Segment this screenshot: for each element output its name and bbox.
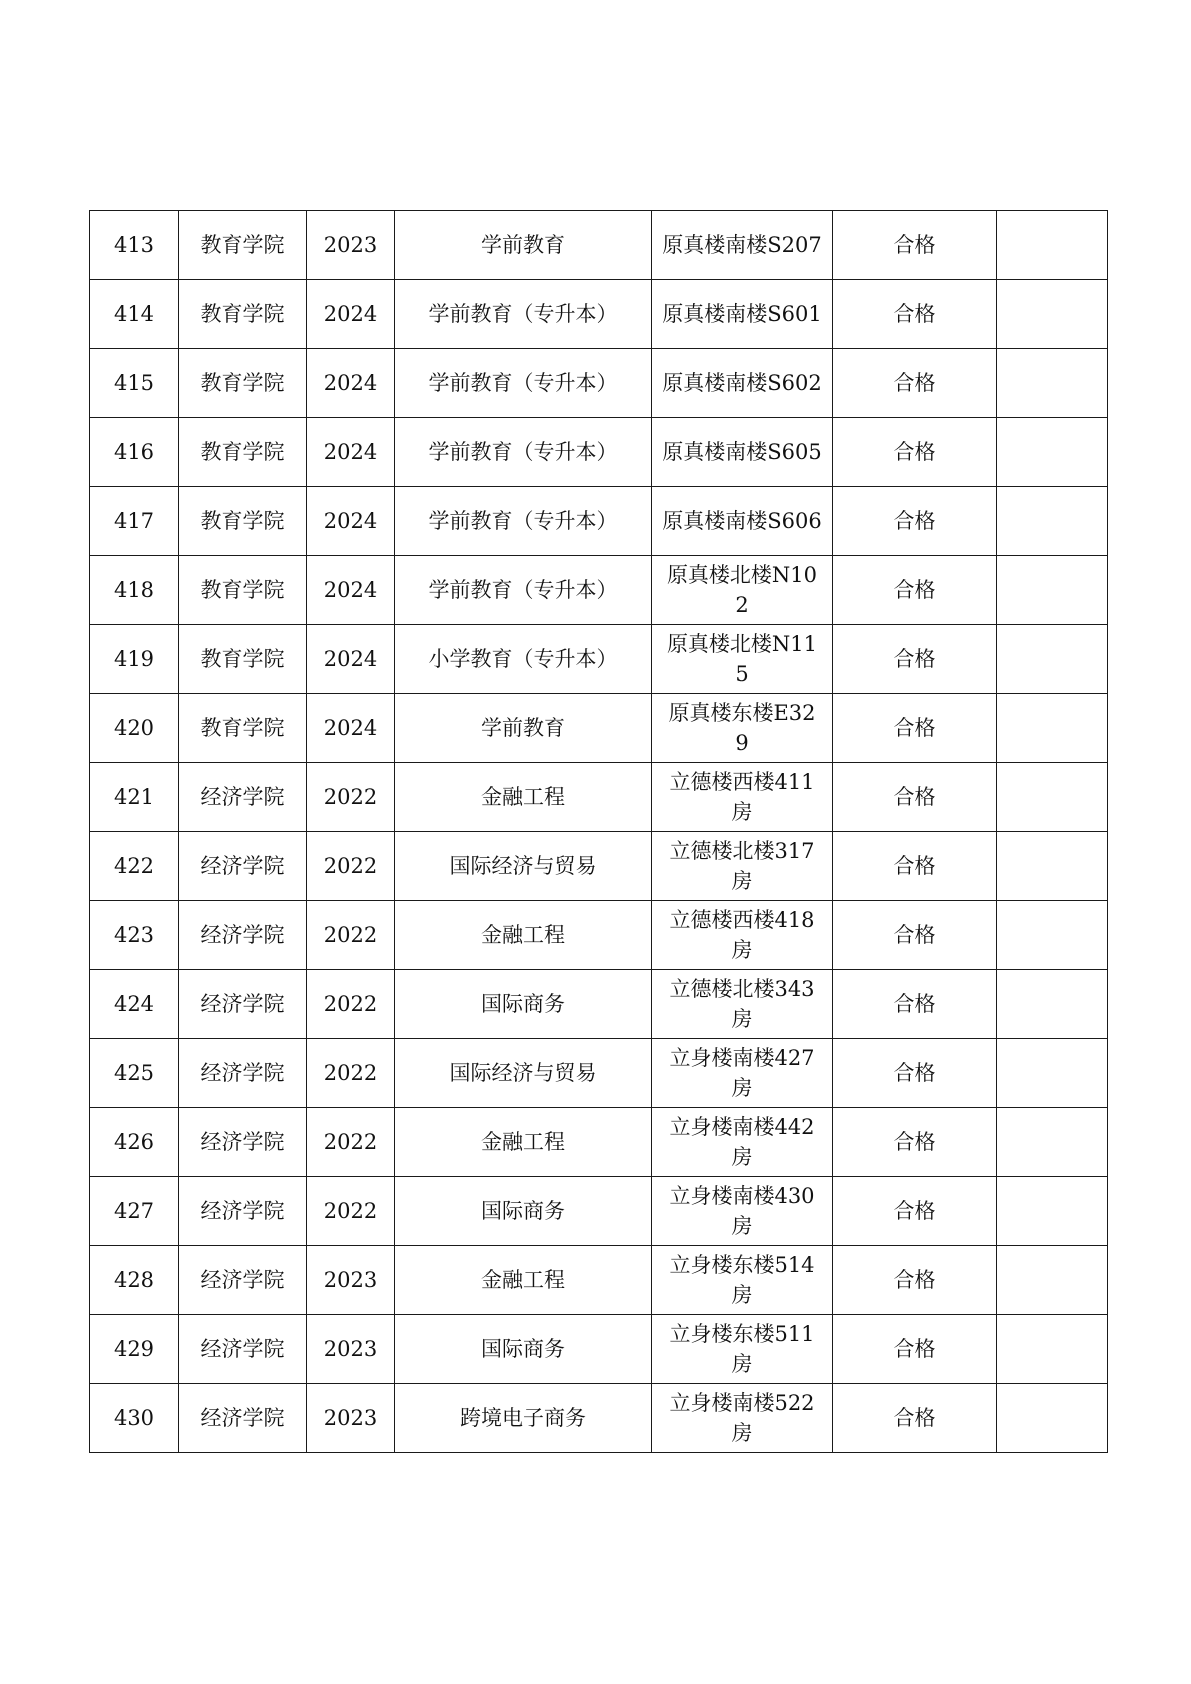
- table-row: [90, 1108, 1108, 1177]
- room-cell: [652, 280, 833, 349]
- result-cell: 合格: [833, 625, 997, 694]
- college-cell: 教育学院: [179, 694, 307, 763]
- row-number: 426: [90, 1108, 179, 1177]
- room-text: 原真楼北楼N115: [666, 632, 818, 686]
- major-cell: 金融工程: [395, 1246, 652, 1315]
- room-text: 原真楼南楼S606: [662, 509, 822, 533]
- major-cell: 跨境电子商务: [395, 1384, 652, 1453]
- row-number: 424: [90, 970, 179, 1039]
- table-row: [90, 625, 1108, 694]
- table-row: [90, 694, 1108, 763]
- room-cell: [652, 1177, 833, 1246]
- note-cell: [997, 625, 1108, 694]
- result-cell: 合格: [833, 694, 997, 763]
- note-cell: [997, 901, 1108, 970]
- year-cell: 2024: [307, 694, 395, 763]
- major-cell: 金融工程: [395, 763, 652, 832]
- row-number: 416: [90, 418, 179, 487]
- room-text: 原真楼南楼S207: [662, 233, 822, 257]
- note-cell: [997, 1315, 1108, 1384]
- major-cell: 学前教育（专升本）: [395, 349, 652, 418]
- result-cell: 合格: [833, 1108, 997, 1177]
- result-cell: 合格: [833, 349, 997, 418]
- room-cell: [652, 418, 833, 487]
- room-cell: [652, 763, 833, 832]
- major-cell: 国际商务: [395, 970, 652, 1039]
- note-cell: [997, 556, 1108, 625]
- year-cell: 2022: [307, 970, 395, 1039]
- result-cell: 合格: [833, 1246, 997, 1315]
- result-cell: 合格: [833, 487, 997, 556]
- result-cell: 合格: [833, 763, 997, 832]
- year-cell: 2023: [307, 1315, 395, 1384]
- year-cell: 2024: [307, 487, 395, 556]
- room-cell: [652, 1246, 833, 1315]
- major-cell: 学前教育（专升本）: [395, 487, 652, 556]
- row-number: 417: [90, 487, 179, 556]
- year-cell: 2023: [307, 1246, 395, 1315]
- room-text: 立德楼北楼343房: [669, 977, 815, 1031]
- room-cell: [652, 349, 833, 418]
- room-text: 立德楼北楼317房: [669, 839, 815, 893]
- year-cell: 2022: [307, 1039, 395, 1108]
- note-cell: [997, 487, 1108, 556]
- room-cell: [652, 625, 833, 694]
- row-number: 430: [90, 1384, 179, 1453]
- table-row: [90, 1315, 1108, 1384]
- college-cell: 教育学院: [179, 556, 307, 625]
- note-cell: [997, 763, 1108, 832]
- room-text: 原真楼南楼S605: [662, 440, 822, 464]
- row-number: 413: [90, 211, 179, 280]
- major-cell: 国际商务: [395, 1315, 652, 1384]
- result-cell: 合格: [833, 556, 997, 625]
- row-number: 425: [90, 1039, 179, 1108]
- year-cell: 2024: [307, 556, 395, 625]
- table-body: [90, 211, 1108, 1453]
- room-cell: [652, 694, 833, 763]
- year-cell: 2024: [307, 280, 395, 349]
- note-cell: [997, 694, 1108, 763]
- note-cell: [997, 1108, 1108, 1177]
- year-cell: 2023: [307, 211, 395, 280]
- room-cell: [652, 487, 833, 556]
- major-cell: 金融工程: [395, 901, 652, 970]
- result-cell: 合格: [833, 1384, 997, 1453]
- college-cell: 教育学院: [179, 211, 307, 280]
- result-cell: 合格: [833, 1177, 997, 1246]
- college-cell: 经济学院: [179, 1246, 307, 1315]
- room-cell: [652, 556, 833, 625]
- row-number: 414: [90, 280, 179, 349]
- note-cell: [997, 280, 1108, 349]
- year-cell: 2024: [307, 625, 395, 694]
- table-row: [90, 211, 1108, 280]
- room-cell: [652, 901, 833, 970]
- college-cell: 经济学院: [179, 970, 307, 1039]
- row-number: 423: [90, 901, 179, 970]
- row-number: 421: [90, 763, 179, 832]
- major-cell: 学前教育: [395, 694, 652, 763]
- row-number: 419: [90, 625, 179, 694]
- major-cell: 金融工程: [395, 1108, 652, 1177]
- room-text: 原真楼南楼S601: [662, 302, 822, 326]
- college-cell: 经济学院: [179, 1039, 307, 1108]
- college-cell: 经济学院: [179, 763, 307, 832]
- college-cell: 经济学院: [179, 1108, 307, 1177]
- result-cell: 合格: [833, 280, 997, 349]
- result-cell: 合格: [833, 901, 997, 970]
- row-number: 418: [90, 556, 179, 625]
- room-text: 立德楼西楼411房: [669, 770, 815, 824]
- room-text: 原真楼北楼N102: [666, 563, 818, 617]
- college-cell: 经济学院: [179, 1177, 307, 1246]
- note-cell: [997, 1177, 1108, 1246]
- major-cell: 学前教育（专升本）: [395, 280, 652, 349]
- row-number: 429: [90, 1315, 179, 1384]
- college-cell: 教育学院: [179, 625, 307, 694]
- major-cell: 国际商务: [395, 1177, 652, 1246]
- result-cell: 合格: [833, 418, 997, 487]
- room-text: 立德楼西楼418房: [669, 908, 815, 962]
- major-cell: 国际经济与贸易: [395, 1039, 652, 1108]
- room-cell: [652, 1315, 833, 1384]
- table-row: [90, 763, 1108, 832]
- college-cell: 经济学院: [179, 832, 307, 901]
- result-cell: 合格: [833, 1039, 997, 1108]
- table-row: [90, 418, 1108, 487]
- room-text: 立身楼南楼522房: [669, 1391, 815, 1445]
- room-text: 立身楼东楼514房: [669, 1253, 815, 1307]
- major-cell: 小学教育（专升本）: [395, 625, 652, 694]
- college-cell: 教育学院: [179, 349, 307, 418]
- room-cell: [652, 832, 833, 901]
- table-row: [90, 487, 1108, 556]
- year-cell: 2022: [307, 832, 395, 901]
- year-cell: 2023: [307, 1384, 395, 1453]
- room-cell: [652, 1108, 833, 1177]
- note-cell: [997, 1039, 1108, 1108]
- college-cell: 经济学院: [179, 1315, 307, 1384]
- result-cell: 合格: [833, 970, 997, 1039]
- room-text: 立身楼南楼430房: [669, 1184, 815, 1238]
- table-row: [90, 1246, 1108, 1315]
- table-row: [90, 901, 1108, 970]
- room-text: 立身楼东楼511房: [669, 1322, 815, 1376]
- year-cell: 2024: [307, 349, 395, 418]
- note-cell: [997, 211, 1108, 280]
- note-cell: [997, 349, 1108, 418]
- note-cell: [997, 1384, 1108, 1453]
- major-cell: 学前教育（专升本）: [395, 556, 652, 625]
- note-cell: [997, 832, 1108, 901]
- major-cell: 国际经济与贸易: [395, 832, 652, 901]
- room-cell: [652, 970, 833, 1039]
- row-number: 415: [90, 349, 179, 418]
- table-row: [90, 556, 1108, 625]
- college-cell: 经济学院: [179, 1384, 307, 1453]
- year-cell: 2022: [307, 763, 395, 832]
- table-row: [90, 349, 1108, 418]
- note-cell: [997, 970, 1108, 1039]
- room-cell: [652, 1039, 833, 1108]
- table-row: [90, 1039, 1108, 1108]
- year-cell: 2022: [307, 901, 395, 970]
- room-cell: [652, 1384, 833, 1453]
- room-text: 原真楼南楼S602: [662, 371, 822, 395]
- year-cell: 2022: [307, 1108, 395, 1177]
- year-cell: 2022: [307, 1177, 395, 1246]
- note-cell: [997, 418, 1108, 487]
- college-cell: 经济学院: [179, 901, 307, 970]
- table-row: [90, 280, 1108, 349]
- major-cell: 学前教育: [395, 211, 652, 280]
- result-cell: 合格: [833, 1315, 997, 1384]
- room-text: 立身楼南楼442房: [669, 1115, 815, 1169]
- row-number: 427: [90, 1177, 179, 1246]
- result-cell: 合格: [833, 211, 997, 280]
- table-row: [90, 970, 1108, 1039]
- college-cell: 教育学院: [179, 418, 307, 487]
- college-cell: 教育学院: [179, 280, 307, 349]
- table-row: [90, 1384, 1108, 1453]
- note-cell: [997, 1246, 1108, 1315]
- year-cell: 2024: [307, 418, 395, 487]
- college-cell: 教育学院: [179, 487, 307, 556]
- row-number: 420: [90, 694, 179, 763]
- inspection-table: [89, 210, 1108, 1453]
- room-text: 立身楼南楼427房: [669, 1046, 815, 1100]
- table-row: [90, 832, 1108, 901]
- row-number: 422: [90, 832, 179, 901]
- room-cell: [652, 211, 833, 280]
- result-cell: 合格: [833, 832, 997, 901]
- table-row: [90, 1177, 1108, 1246]
- room-text: 原真楼东楼E329: [668, 701, 816, 755]
- row-number: 428: [90, 1246, 179, 1315]
- major-cell: 学前教育（专升本）: [395, 418, 652, 487]
